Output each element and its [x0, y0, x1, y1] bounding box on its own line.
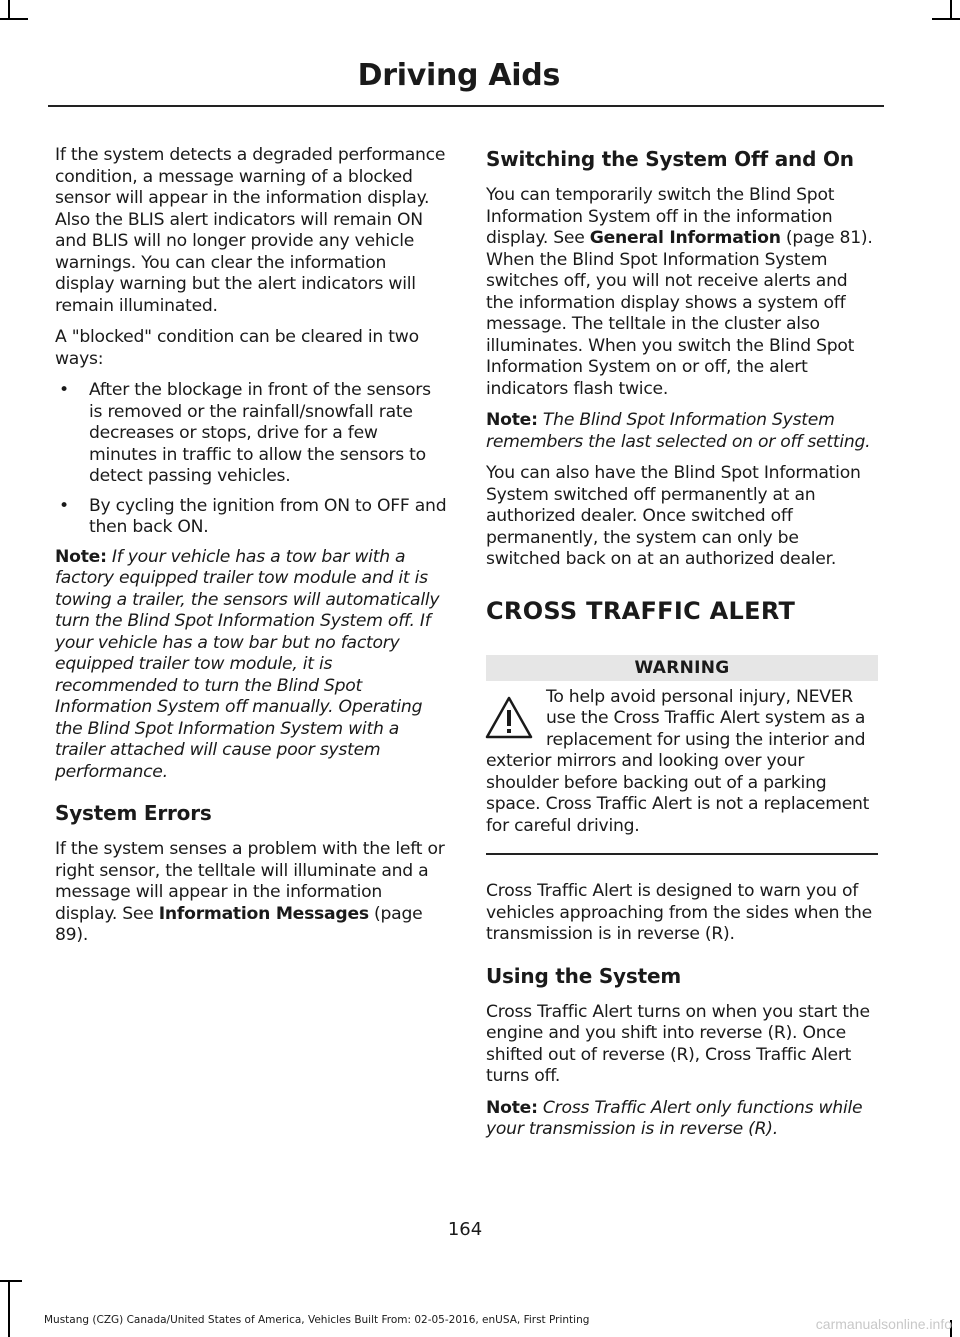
switching-text-b: (page 81). When the Blind Spot Information System switches off, you will not receive alerts and the information display shows a system off message. The telltale in the cluster also illuminates. When you switch the Blind Spot Information System on or off, the alert indicators flash twice.: [486, 228, 873, 399]
right-column: [486, 147, 878, 1151]
crop-mark-bottom-left-v: [8, 1280, 10, 1337]
general-information-link[interactable]: General Information: [589, 228, 781, 248]
crop-mark-top-left-v: [8, 0, 10, 20]
degraded-condition-paragraph: If the system detects a degraded performance condition, a message warning of a blocked sensor will appear in the information display. Also the BLIS alert indicators will remain ON and BLIS will no longer provide any vehicle warnings. You can clear the information display warning but the alert indicators will remain illuminated.: [55, 145, 446, 316]
warning-divider: [486, 853, 878, 855]
list-item-text: By cycling the ignition from ON to OFF and then back ON.: [89, 495, 447, 537]
warning-triangle-icon: [484, 695, 534, 741]
page-reference: (page 89).: [55, 903, 423, 945]
switching-paragraph: [486, 185, 878, 400]
dealer-paragraph: You can also have the Blind Spot Information System switched off permanently at an authorized dealer. Once switched off permanently, the system can only be switched back on at an authorized dealer.: [486, 463, 861, 569]
reverse-note: [486, 1098, 878, 1141]
bullet-icon: •: [59, 495, 69, 516]
page-title: Driving Aids: [357, 58, 560, 93]
switching-heading: Switching the System Off and On: [486, 147, 854, 171]
list-item: [55, 496, 447, 539]
crop-mark-bottom-left-h: [0, 1280, 22, 1282]
warning-box: [486, 687, 878, 838]
blocked-condition-paragraph: A "blocked" condition can be cleared in two ways:: [55, 327, 419, 369]
using-system-heading: Using the System: [486, 963, 681, 988]
note-label: Note:: [486, 410, 538, 430]
page-number: 164: [447, 1219, 483, 1240]
system-errors-text: If the system senses a problem with the left or right sensor, the telltale will illuminate and a message will appear in the information display. See: [55, 839, 445, 924]
tow-bar-note: [55, 547, 447, 784]
footer-text: Mustang (CZG) Canada/United States of America, Vehicles Built From: 02-05-2016, enUSA, First Printing: [44, 1314, 590, 1326]
remembers-note: [486, 410, 878, 453]
note-label: Note:: [55, 546, 107, 567]
system-errors-heading: System Errors: [55, 801, 212, 825]
cross-traffic-alert-heading: CROSS TRAFFIC ALERT: [486, 596, 796, 625]
crop-mark-top-right-v: [950, 0, 952, 20]
bullet-icon: •: [59, 380, 69, 400]
cta-description: Cross Traffic Alert is designed to warn you of vehicles approaching from the sides when the transmission is in reverse (R).: [486, 881, 872, 944]
left-column: [55, 145, 447, 957]
note-text: The Blind Spot Information System remembers the last selected on or off setting.: [486, 410, 871, 452]
switching-text-a: You can temporarily switch the Blind Spot Information System off in the information display. See: [486, 185, 835, 248]
note-text: Cross Traffic Alert only functions while your transmission is in reverse (R).: [486, 1097, 863, 1139]
warning-text: To help avoid personal injury, NEVER use the Cross Traffic Alert system as a replacement for using the interior and exterior mirrors and looking over your shoulder before backing out of a parking space. Cross Traffic Alert is not a replacement for careful driving.: [486, 686, 870, 836]
note-text: If your vehicle has a tow bar with a factory equipped trailer tow module and it is towing a trailer, the sensors will automatically turn the Blind Spot Information System off. If your vehicle has a tow bar but no factory equipped trailer tow module, it is recommended to turn the Blind Spot Information System off manually. Operating the Blind Spot Information System with a trailer attached will cause poor system performance.: [55, 546, 440, 782]
clear-methods-list: [55, 380, 447, 539]
list-item-text: After the blockage in front of the sensors is removed or the rainfall/snowfall rate decreases or stops, drive for a few minutes in traffic to allow the sensors to detect passing vehicles.: [89, 380, 431, 486]
using-system-paragraph: Cross Traffic Alert turns on when you start the engine and you shift into reverse (R). Once shifted out of reverse (R), Cross Traffic Alert turns off.: [486, 1001, 870, 1086]
list-item: [55, 380, 447, 488]
crop-mark-top-left-h: [0, 18, 28, 20]
header-divider: [48, 105, 884, 107]
system-errors-paragraph: [55, 839, 447, 947]
warning-header: WARNING: [486, 655, 878, 681]
information-messages-link[interactable]: Information Messages: [158, 903, 369, 924]
crop-mark-top-right-h: [932, 18, 960, 20]
note-label: Note:: [486, 1097, 538, 1118]
watermark: carmanualsonline.info: [815, 1316, 952, 1332]
